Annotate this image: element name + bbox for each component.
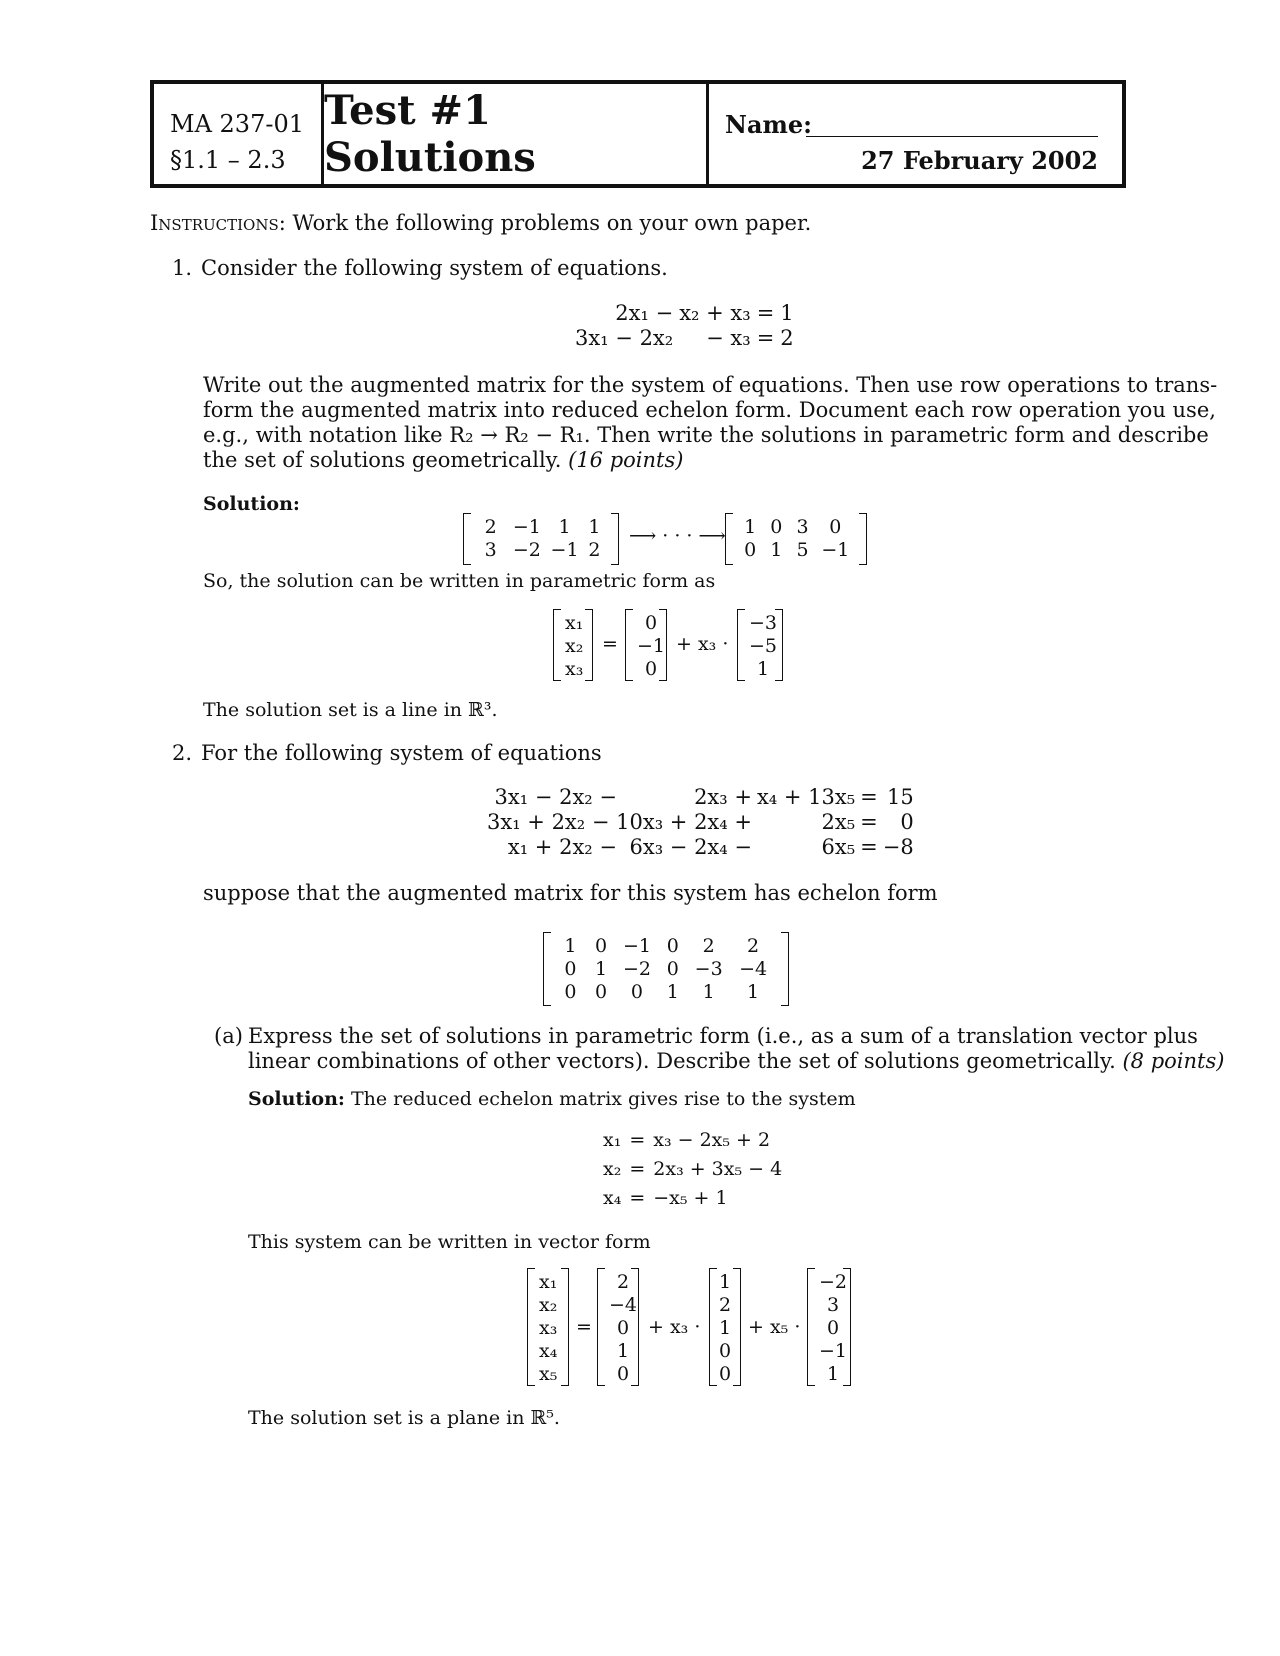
vector-entry: 0 — [718, 1363, 732, 1385]
reduced-matrix — [725, 513, 867, 565]
part-label: (a) — [214, 1024, 243, 1048]
vector-entry: 1 — [718, 1317, 732, 1339]
solution — [248, 1087, 856, 1112]
matrix-entry: 1 — [666, 981, 679, 1003]
matrix-entry: 0 — [595, 981, 608, 1003]
eq-term: − x₃ — [706, 326, 751, 350]
vector-entry: 1 — [826, 1363, 840, 1385]
matrix-entry: 2 — [484, 516, 497, 538]
eq-term: 2x₁ − — [615, 301, 674, 325]
vector-entry: 0 — [616, 1317, 630, 1339]
row-reduce-arrows: ⟶ · · · ⟶ — [629, 525, 726, 547]
page-title: Test #1 Solutions — [324, 84, 709, 184]
plus-term: + x₅ · — [748, 1316, 801, 1338]
vector-entry: 1 — [756, 658, 770, 680]
matrix-entry: 2 — [588, 539, 601, 561]
eq-rhs: 0 — [900, 810, 914, 834]
sys-eq: = — [629, 1158, 646, 1180]
sys-eq: = — [629, 1129, 646, 1151]
body-line: form the augmented matrix into reduced echelon form. Document each row operation you use, — [203, 398, 1216, 422]
vector-entry: x₅ — [539, 1363, 558, 1385]
part-text — [248, 1049, 1224, 1074]
instructions — [150, 211, 811, 236]
vector-entry: −3 — [749, 612, 778, 634]
matrix-entry: 1 — [595, 958, 608, 980]
eq-sign: = — [756, 301, 775, 325]
vector-entry: −2 — [819, 1271, 848, 1293]
eq-term: x₄ + 13x₅ — [756, 785, 856, 809]
problem-number: 1. — [172, 256, 193, 280]
equals-sign: = — [576, 1316, 592, 1338]
vector-entry: x₁ — [539, 1271, 558, 1293]
eq-term: 6x₅ — [821, 835, 856, 859]
vector-entry: 0 — [826, 1317, 840, 1339]
vector-entry: 2 — [616, 1271, 630, 1293]
matrix-entry: 0 — [666, 935, 679, 957]
sys-lhs: x₁ — [603, 1129, 622, 1151]
body-line: Write out the augmented matrix for the system of equations. Then use row operations to trans- — [203, 373, 1218, 397]
matrix-entry: 0 — [564, 981, 577, 1003]
vector-entry: x₄ — [539, 1340, 558, 1362]
course-sections: §1.1 – 2.3 — [170, 146, 286, 174]
sys-rhs: x₃ − 2x₅ + 2 — [653, 1129, 771, 1151]
translation-vector — [625, 609, 667, 681]
vector-entry: x₂ — [565, 635, 584, 657]
direction-vector — [737, 609, 783, 681]
matrix-entry: 1 — [588, 516, 601, 538]
solution-text: The reduced echelon matrix gives rise to the system — [344, 1088, 856, 1110]
problem-intro: Consider the following system of equations. — [201, 256, 668, 280]
matrix-entry: 0 — [595, 935, 608, 957]
matrix-entry: 1 — [744, 516, 757, 538]
eq-sign: = — [860, 810, 878, 834]
vector-entry: x₃ — [565, 658, 584, 680]
solution-label: Solution: — [248, 1088, 345, 1110]
course-info — [154, 84, 324, 184]
sys-eq: = — [629, 1187, 646, 1209]
sys-lhs: x₄ — [603, 1187, 622, 1209]
vector-entry: x₂ — [539, 1294, 558, 1316]
eq-term: x₂ + x₃ — [679, 301, 751, 325]
eq-sign: = — [860, 785, 878, 809]
matrix-entry: −3 — [694, 958, 723, 980]
course-number: MA 237-01 — [170, 110, 304, 138]
matrix-entry: 0 — [770, 516, 783, 538]
system-equations — [487, 785, 914, 860]
vector-entry: 3 — [826, 1294, 840, 1316]
matrix-entry: −1 — [512, 516, 541, 538]
eq-rhs: 15 — [887, 785, 914, 809]
reduced-system — [603, 1126, 782, 1213]
name-line — [806, 136, 1098, 137]
unknowns-vector — [527, 1268, 569, 1386]
equals-sign: = — [602, 633, 618, 655]
unknowns-vector — [553, 609, 593, 681]
matrix-entry: −1 — [821, 539, 850, 561]
vector-entry: 2 — [718, 1294, 732, 1316]
points: (8 points) — [1122, 1049, 1225, 1073]
matrix-entry: 0 — [564, 958, 577, 980]
vector-entry: 1 — [616, 1340, 630, 1362]
conclusion: The solution set is a line in ℝ³. — [203, 699, 498, 721]
problem-intro: For the following system of equations — [201, 741, 602, 765]
problem-number: 2. — [172, 741, 193, 765]
vector-entry: 0 — [644, 612, 658, 634]
vector-entry: 0 — [616, 1363, 630, 1385]
eq-sign: = — [860, 835, 878, 859]
conclusion: The solution set is a plane in ℝ⁵. — [248, 1407, 560, 1429]
matrix-entry: 0 — [630, 981, 643, 1003]
matrix-entry: 3 — [484, 539, 497, 561]
system-equations — [575, 301, 794, 351]
name-date-box — [709, 84, 1122, 184]
instructions-label: Instructions: — [150, 211, 286, 235]
matrix-entry: 0 — [829, 516, 842, 538]
vector-entry: 0 — [644, 658, 658, 680]
body-line: e.g., with notation like R₂ → R₂ − R₁. Then write the solutions in parametric form and describe — [203, 423, 1209, 447]
points: (16 points) — [568, 448, 684, 472]
vector-intro: This system can be written in vector form — [248, 1231, 651, 1253]
plus-term: + x₃ · — [648, 1316, 701, 1338]
matrix-entry: 2 — [702, 935, 715, 957]
matrix-entry: 5 — [796, 539, 809, 561]
echelon-matrix — [543, 932, 789, 1006]
translation-vector — [597, 1268, 639, 1386]
name-label: Name: — [725, 110, 813, 139]
sys-rhs: −x₅ + 1 — [653, 1187, 728, 1209]
vector-entry: −4 — [609, 1294, 638, 1316]
eq-term: 2x₅ — [821, 810, 856, 834]
plus-term: + x₃ · — [676, 633, 729, 655]
vector-entry: x₃ — [539, 1317, 558, 1339]
direction-vector — [807, 1268, 851, 1386]
vector-entry: −1 — [819, 1340, 848, 1362]
matrix-entry: 3 — [796, 516, 809, 538]
matrix-entry: 1 — [702, 981, 715, 1003]
eq-term: 6x₃ − 2x₄ − — [629, 835, 752, 859]
body-line — [203, 448, 683, 473]
vector-entry: x₁ — [565, 612, 584, 634]
matrix-entry: −1 — [550, 539, 579, 561]
matrix-entry: 1 — [558, 516, 571, 538]
part-text-line: linear combinations of other vectors). Describe the set of solutions geometrically. — [248, 1049, 1116, 1073]
matrix-entry: −2 — [622, 958, 651, 980]
matrix-entry: −4 — [739, 958, 768, 980]
eq-sign: = — [756, 326, 775, 350]
eq-term: x₁ + 2x₂ − — [507, 835, 617, 859]
matrix-entry: −2 — [512, 539, 541, 561]
sys-rhs: 2x₃ + 3x₅ − 4 — [653, 1158, 783, 1180]
test-date: 27 February 2002 — [861, 146, 1098, 175]
param-intro: So, the solution can be written in parametric form as — [203, 570, 716, 592]
eq-term: 3x₁ − 2x₂ — [575, 326, 674, 350]
matrix-entry: 0 — [744, 539, 757, 561]
echelon-intro: suppose that the augmented matrix for this system has echelon form — [203, 881, 938, 905]
matrix-entry: 1 — [747, 981, 760, 1003]
solution-label: Solution: — [203, 493, 300, 515]
sys-lhs: x₂ — [603, 1158, 622, 1180]
vector-entry: −1 — [637, 635, 666, 657]
matrix-entry: 2 — [747, 935, 760, 957]
part-text: Express the set of solutions in parametric form (i.e., as a sum of a translation vector plus — [248, 1024, 1198, 1048]
body-line-text: the set of solutions geometrically. — [203, 448, 562, 472]
matrix-entry: 1 — [564, 935, 577, 957]
matrix-entry: −1 — [622, 935, 651, 957]
eq-rhs: 2 — [780, 326, 794, 350]
header-box — [150, 80, 1126, 188]
instructions-text: Work the following problems on your own paper. — [285, 211, 812, 235]
direction-vector — [709, 1268, 741, 1386]
eq-term: 2x₃ + — [694, 785, 752, 809]
matrix-entry: 1 — [770, 539, 783, 561]
eq-term: 3x₁ − 2x₂ − — [494, 785, 617, 809]
eq-rhs: 1 — [780, 301, 794, 325]
vector-entry: −5 — [749, 635, 778, 657]
augmented-matrix — [463, 513, 619, 565]
vector-entry: 1 — [718, 1271, 732, 1293]
eq-rhs: −8 — [882, 835, 914, 859]
matrix-entry: 0 — [666, 958, 679, 980]
eq-term: 3x₁ + 2x₂ − 10x₃ + 2x₄ + — [487, 810, 752, 834]
vector-entry: 0 — [718, 1340, 732, 1362]
